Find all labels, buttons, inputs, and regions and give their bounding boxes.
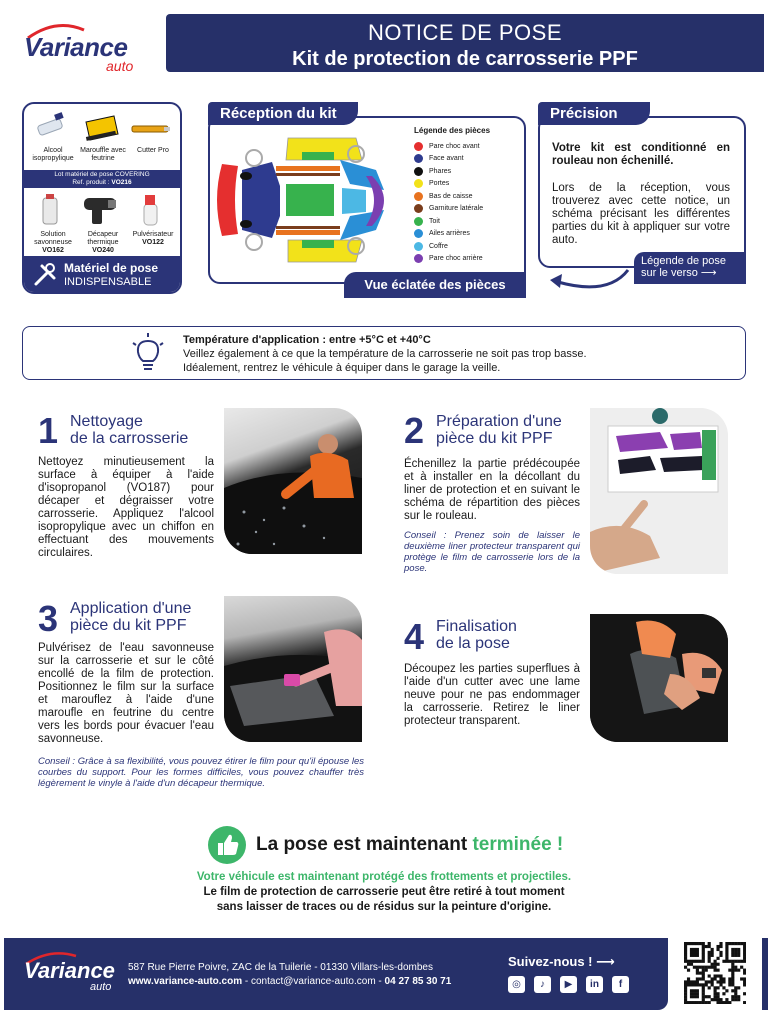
legend-label: Toit [429, 217, 440, 225]
header-banner [166, 14, 764, 72]
header-subtitle: Kit de protection de carrosserie PPF [292, 48, 638, 70]
legend-label: Coffre [429, 242, 448, 250]
legend-title: Légende des pièces [414, 126, 491, 135]
legend-item [414, 178, 520, 191]
tool-soap: Solution savonneuse VO162 [28, 192, 78, 254]
legend-swatch [414, 242, 423, 251]
logo-wordmark: Variance [24, 32, 128, 62]
footer-logo-sub: auto [90, 981, 112, 993]
step-2-photo [590, 408, 728, 574]
done-title: La pose est maintenant terminée ! [256, 834, 564, 855]
verso-badge[interactable]: Légende de pose sur le verso ⟶ [634, 252, 746, 284]
step-2-text: Échenillez la partie prédécoupée et à installer en la décollant du liner de protection et en suivant le schéma de répartition des pièces sur le rouleau. [404, 458, 580, 522]
done-text: Votre véhicule est maintenant protégé des frottements et projectiles. Le film de protection de carrosserie peut être retiré à tout moment sans laisser de traces ou de résidus sur la peinture d'origine. [196, 871, 572, 913]
legend-label: Portes [429, 180, 450, 188]
step-1-text: Nettoyez minutieusement la surface à équiper à l'aide d'isopropanol (VO187) pour décaper et dégraisser votre carrosserie. Appliquez l'alcool isopropylique avec un chiffon en effectuant des mouvements circulaires. [38, 456, 214, 559]
legend-swatch [414, 142, 423, 151]
exploded-view-tab: Vue éclatée des pièces [344, 272, 526, 298]
follow-label: Suivez-nous ! ⟶ [508, 954, 615, 969]
step-3-note: Conseil : Grâce à sa flexibilité, vous pouvez étirer le film pour qu'il épouse les courbes du support. Pour les formes difficiles, vous pouvez chauffer très légèrement le vinyle à l'aide d'un décapeur thermique. [38, 756, 364, 789]
soap-bottle-icon [28, 192, 72, 226]
step-3-text: Pulvérisez de l'eau savonneuse sur la carrosserie et sur le côté encollé de la film de protection. Positionnez le film sur la surface et marouflez à l'aide d'une maroufle en feutrine du centre vers les bords pour évacuer l'eau savonneuse. [38, 642, 214, 745]
alcohol-bottle-icon [28, 112, 72, 142]
legend-swatch [414, 204, 423, 213]
step-4-text: Découpez les parties superflues à l'aide d'un cutter avec une lame neuve pour ne pas endommager la carrosserie. Retirez le liner protecteur transparent. [404, 663, 580, 727]
footer-side-strip [762, 938, 768, 1010]
cutter-icon [128, 112, 172, 142]
logo-subword: auto [106, 58, 134, 74]
step-1-title: Nettoyage de la carrosserie [70, 413, 189, 447]
materiel-footer: Matériel de pose INDISPENSABLE [24, 256, 180, 294]
step-2-title: Préparation d'une pièce du kit PPF [436, 413, 562, 447]
legend-label: Phares [429, 167, 452, 175]
legend-swatch [414, 167, 423, 176]
legend-item [414, 228, 520, 241]
curved-arrow-icon [538, 262, 634, 302]
social-links [508, 976, 629, 993]
legend-swatch [414, 154, 423, 163]
legend-label: Pare choc arrière [429, 255, 483, 263]
finishing-image [590, 614, 728, 742]
legend-item [414, 153, 520, 166]
legend-swatch [414, 229, 423, 238]
arrow-right-icon: ⟶ [700, 267, 717, 279]
precision-text: Lors de la réception, vous trouverez avec cette notice, un schéma précisant les différentes parties du kit à appliquer sur votre auto. [552, 182, 730, 246]
lightbulb-icon [131, 333, 165, 373]
precision-tab: Précision [538, 102, 650, 125]
legend-swatch [414, 217, 423, 226]
step-4-title: Finalisation de la pose [436, 618, 517, 652]
step-2-number: 2 [404, 410, 425, 451]
reception-tab: Réception du kit [208, 102, 358, 125]
legend-swatch [414, 254, 423, 263]
application-image [224, 596, 362, 742]
facebook-icon[interactable]: f [612, 976, 629, 993]
temperature-box [22, 326, 746, 380]
kit-roll-image [590, 408, 728, 574]
parts-legend [414, 126, 520, 265]
linkedin-icon[interactable]: in [586, 976, 603, 993]
tools-icon [32, 262, 58, 288]
header-title: NOTICE DE POSE [367, 20, 563, 45]
step-1-photo [224, 408, 362, 554]
squeegee-icon [78, 112, 122, 142]
step-3-number: 3 [38, 598, 59, 639]
legend-swatch [414, 192, 423, 201]
follow-arrow-icon: ⟶ [596, 954, 615, 969]
tool-squeegee: Marouffle avec feutrine [78, 112, 128, 172]
materiel-box [22, 102, 182, 294]
thumbs-up-icon [208, 826, 246, 864]
legend-item [414, 215, 520, 228]
qr-code-icon [684, 942, 746, 1004]
tool-heatgun: Décapeur thermique VO240 [78, 192, 128, 254]
brand-logo [22, 22, 152, 74]
done-icon-wrap [208, 826, 246, 864]
legend-label: Face avant [429, 155, 464, 163]
step-4-photo [590, 614, 728, 742]
footer-contact: www.variance-auto.com - contact@variance-auto.com - 04 27 85 30 71 [128, 976, 452, 987]
legend-label: Pare choc avant [429, 142, 480, 150]
legend-item [414, 165, 520, 178]
lot-band: Lot matériel de pose COVERING Ref. produit : VO216 [24, 170, 180, 188]
temperature-line3: Idéalement, rentrez le véhicule à équiper dans le garage la veille. [183, 362, 501, 374]
temperature-line2: Veillez également à ce que la température de la carrosserie ne soit pas trop basse. [183, 348, 587, 360]
temperature-title: Température d'application : entre +5°C et +40°C [183, 334, 431, 346]
footer-address: 587 Rue Pierre Poivre, ZAC de la Tuilerie - 01330 Villars-les-dombes [128, 962, 433, 973]
footer-website[interactable]: www.variance-auto.com [128, 976, 243, 987]
step-3-title: Application d'une pièce du kit PPF [70, 600, 192, 634]
exploded-car-diagram [216, 130, 402, 270]
tool-cutter: Cutter Pro [128, 112, 178, 172]
heat-gun-icon [78, 192, 122, 226]
cleaning-car-image [224, 408, 362, 554]
legend-swatch [414, 179, 423, 188]
legend-label: Garniture latérale [429, 205, 484, 213]
step-3-photo [224, 596, 362, 742]
legend-item [414, 190, 520, 203]
precision-bold: Votre kit est conditionné en rouleau non échenillé. [552, 142, 730, 167]
footer-phone[interactable]: 04 27 85 30 71 [384, 976, 452, 987]
step-2-note: Conseil : Prenez soin de laisser le deuxième liner protecteur transparent qui protège le film de carrosserie lors de la pose. [404, 530, 580, 574]
step-1-number: 1 [38, 410, 59, 451]
tool-sprayer: Pulvérisateur VO122 [128, 192, 178, 254]
tool-alcohol: Alcool isopropylique [28, 112, 78, 172]
footer-qr-code[interactable] [684, 942, 746, 1004]
sprayer-icon [128, 192, 172, 226]
legend-item [414, 203, 520, 216]
legend-label: Bas de caisse [429, 192, 473, 200]
legend-label: Ailes arrières [429, 230, 470, 238]
youtube-icon[interactable]: ▶ [560, 976, 577, 993]
tiktok-icon[interactable]: ♪ [534, 976, 551, 993]
step-4-number: 4 [404, 616, 425, 657]
legend-item [414, 253, 520, 266]
legend-item [414, 140, 520, 153]
footer-band [4, 938, 668, 1010]
legend-item [414, 240, 520, 253]
instagram-icon[interactable]: ◎ [508, 976, 525, 993]
footer-logo-word: Variance [24, 958, 115, 983]
